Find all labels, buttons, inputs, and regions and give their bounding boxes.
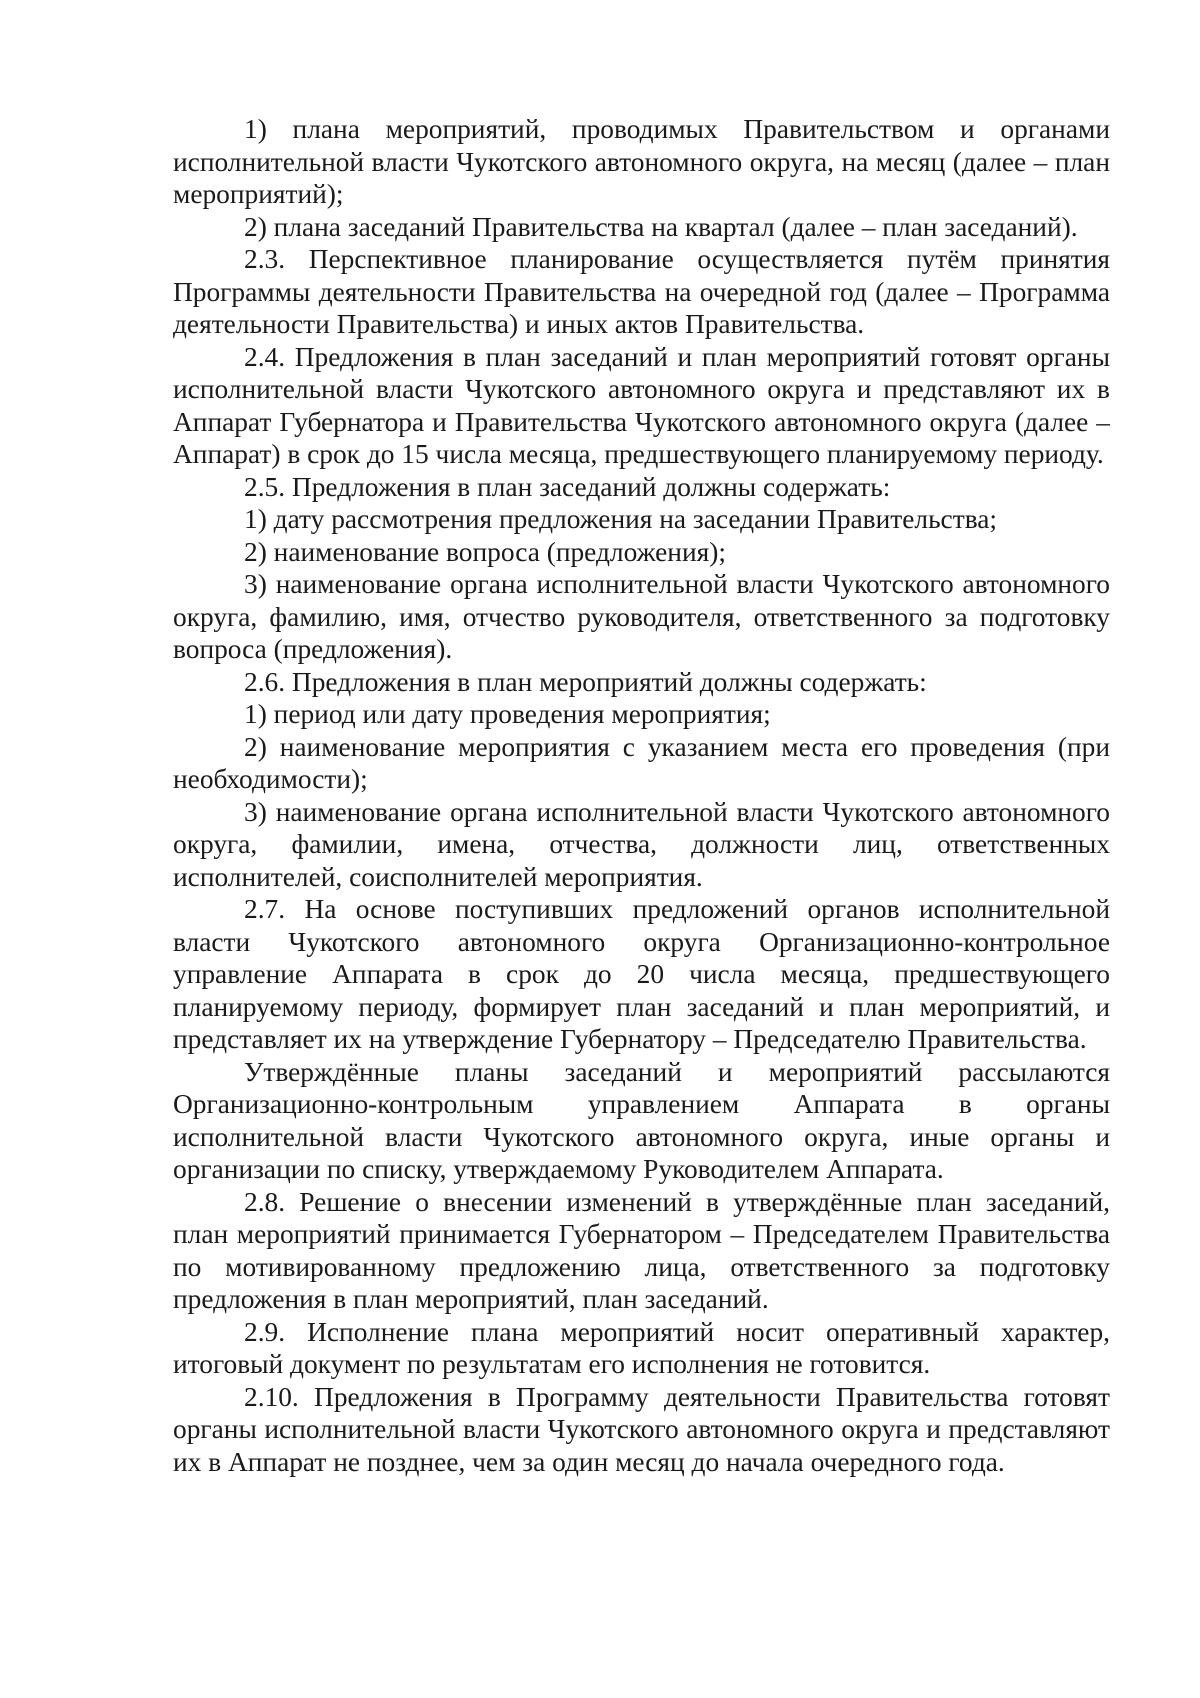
paragraph-2-5: 2.5. Предложения в план заседаний должны содержать: [244,471,891,502]
paragraph-2-5-item-1: 1) дату рассмотрения предложения на заседании Правительства; [244,504,998,534]
paragraph-2-6: 2.6. Предложения в план мероприятий должны содержать: [244,666,927,697]
paragraph-2-9: 2.9. Исполнение плана мероприятий носит оперативный характер, итоговый документ по результатам его исполнения не готовится. [173,1316,1110,1379]
paragraph-2-6-item-1: 1) период или дату проведения мероприятия; [244,699,771,729]
paragraph-2-4: 2.4. Предложения в план заседаний и план мероприятий готовят органы исполнительной власти Чукотского автономного округа и представляют их в Аппарат Губернатора и Правительства Чукотского автономного округа (далее – Аппарат) в срок до 15 числа месяца, предшествующего планируемому периоду. [173,341,1110,469]
paragraph-2-7-continued: Утверждённые планы заседаний и мероприятий рассылаются Организационно-контрольным управлением Аппарата в органы исполнительной власти Чукотского автономного округа, иные органы и организации по списку, утверждаемому Руководителем Аппарата. [173,1056,1110,1184]
document-body [173,113,1110,1478]
paragraph-2-6-item-3: 3) наименование органа исполнительной власти Чукотского автономного округа, фамилии, имена, отчества, должности лиц, ответственных исполнителей, соисполнителей мероприятия. [173,796,1110,892]
paragraph-2-plan-zasedaniy: 2) плана заседаний Правительства на квартал (далее – план заседаний). [244,211,1078,242]
paragraph-1-plan-meropriyatiy: 1) плана мероприятий, проводимых Правительством и органами исполнительной власти Чукотского автономного округа, на месяц (далее – план мероприятий); [173,114,1110,209]
paragraph-2-7: 2.7. На основе поступивших предложений органов исполнительной власти Чукотского автономного округа Организационно-контрольное управление Аппарата в срок до 20 числа месяца, предшествующего планируемому периоду, формирует план заседаний и план мероприятий, и представляет их на утверждение Губернатору – Председателю Правительства. [173,894,1110,1054]
paragraph-2-6-item-2: 2) наименование мероприятия с указанием места его проведения (при необходимости); [173,731,1110,794]
paragraph-2-3: 2.3. Перспективное планирование осуществляется путём принятия Программы деятельности Правительства на очередной год (далее – Программа деятельности Правительства) и иных актов Правительства. [173,244,1110,339]
paragraph-2-5-item-3: 3) наименование органа исполнительной власти Чукотского автономного округа, фамилию, имя, отчество руководителя, ответственного за подготовку вопроса (предложения). [173,569,1110,664]
paragraph-2-8: 2.8. Решение о внесении изменений в утверждённые план заседаний, план мероприятий принимается Губернатором – Председателем Правительства по мотивированному предложению лица, ответственного за подготовку предложения в план мероприятий, план заседаний. [173,1186,1110,1314]
paragraph-2-10: 2.10. Предложения в Программу деятельности Правительства готовят органы исполнительной власти Чукотского автономного округа и представляют их в Аппарат не позднее, чем за один месяц до начала очередного года. [173,1381,1110,1477]
paragraph-2-5-item-2: 2) наименование вопроса (предложения); [244,536,726,567]
